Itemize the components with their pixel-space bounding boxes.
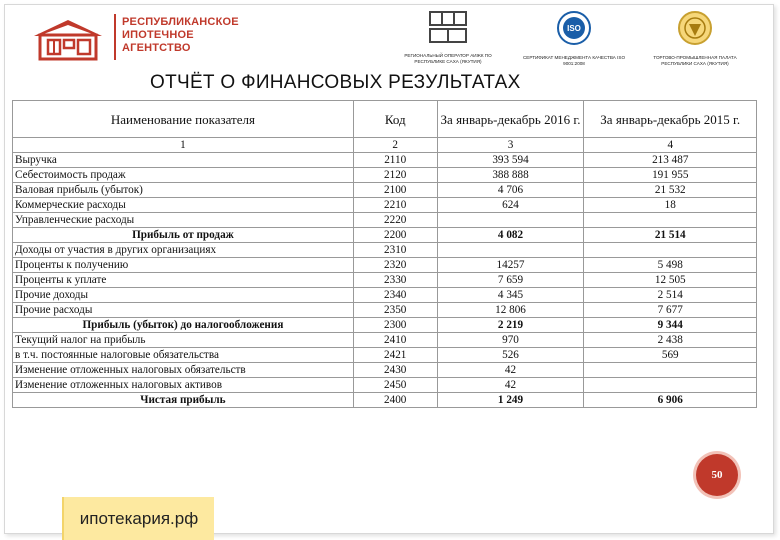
header-code: Код (353, 101, 437, 138)
cell-code: 2200 (353, 228, 437, 243)
cell-name: Проценты к уплате (13, 273, 354, 288)
logo-text (122, 16, 262, 55)
cell-name: Управленческие расходы (13, 213, 354, 228)
cell-v2015: 18 (584, 198, 757, 213)
header-indicator: Наименование показателя (13, 101, 354, 138)
column-numbers-row (13, 138, 757, 153)
cell-v2015: 12 505 (584, 273, 757, 288)
cell-v2015: 6 906 (584, 393, 757, 408)
dom-rf-logo-icon (428, 10, 468, 44)
cell-code: 2110 (353, 153, 437, 168)
dom-rf-badge (393, 10, 503, 65)
cell-code: 2100 (353, 183, 437, 198)
cell-v2015: 569 (584, 348, 757, 363)
cell-v2015: 2 438 (584, 333, 757, 348)
chamber-emblem-icon (677, 10, 713, 46)
column-number: 4 (584, 138, 757, 153)
cell-v2015: 213 487 (584, 153, 757, 168)
cell-code: 2400 (353, 393, 437, 408)
cell-code: 2450 (353, 378, 437, 393)
cell-v2016: 42 (437, 363, 584, 378)
table-row (13, 258, 757, 273)
cell-v2015 (584, 213, 757, 228)
cell-name: Прибыль (убыток) до налогообложения (13, 318, 354, 333)
table-row (13, 303, 757, 318)
cell-v2016: 42 (437, 378, 584, 393)
house-logo-icon (28, 16, 108, 62)
cell-v2016: 526 (437, 348, 584, 363)
table-row (13, 168, 757, 183)
cell-v2015: 21 514 (584, 228, 757, 243)
cell-code: 2421 (353, 348, 437, 363)
table-row (13, 153, 757, 168)
cell-v2016: 393 594 (437, 153, 584, 168)
cell-name: Чистая прибыль (13, 393, 354, 408)
cell-v2016 (437, 213, 584, 228)
cell-name: Прибыль от продаж (13, 228, 354, 243)
cell-code: 2340 (353, 288, 437, 303)
cell-v2015: 191 955 (584, 168, 757, 183)
footer-website[interactable]: ипотекария.рф (62, 497, 214, 540)
logo-divider (114, 14, 116, 60)
iso-seal-icon (556, 10, 592, 46)
cell-v2016: 388 888 (437, 168, 584, 183)
logo-line: РЕСПУБЛИКАНСКОЕ (122, 16, 239, 28)
cell-name: Валовая прибыль (убыток) (13, 183, 354, 198)
page-number: 50 (696, 454, 738, 496)
table-row (13, 393, 757, 408)
table-row (13, 318, 757, 333)
cell-code: 2430 (353, 363, 437, 378)
page-title: ОТЧЁТ О ФИНАНСОВЫХ РЕЗУЛЬТАТАХ (150, 72, 521, 93)
cell-name: Изменение отложенных налоговых активов (13, 378, 354, 393)
cell-code: 2300 (353, 318, 437, 333)
cell-v2016: 970 (437, 333, 584, 348)
cell-name: Текущий налог на прибыль (13, 333, 354, 348)
cell-code: 2220 (353, 213, 437, 228)
cell-v2016: 12 806 (437, 303, 584, 318)
cell-code: 2410 (353, 333, 437, 348)
cell-v2016: 4 706 (437, 183, 584, 198)
cell-v2015 (584, 378, 757, 393)
badge-caption: РЕГИОНАЛЬНЫЙ ОПЕРАТОР АИЖК ПО РЕСПУБЛИКЕ САХА (ЯКУТИЯ) (404, 53, 492, 64)
table-row (13, 288, 757, 303)
cell-name: Выручка (13, 153, 354, 168)
cell-v2016: 4 082 (437, 228, 584, 243)
column-number: 1 (13, 138, 354, 153)
cell-v2015 (584, 363, 757, 378)
cell-code: 2350 (353, 303, 437, 318)
svg-text:ISO: ISO (567, 24, 581, 33)
table-row (13, 333, 757, 348)
cell-v2015: 7 677 (584, 303, 757, 318)
cell-v2016: 14257 (437, 258, 584, 273)
cell-name: Прочие расходы (13, 303, 354, 318)
cell-name: Коммерческие расходы (13, 198, 354, 213)
table-row (13, 243, 757, 258)
cell-code: 2310 (353, 243, 437, 258)
cell-name: Доходы от участия в других организациях (13, 243, 354, 258)
cell-v2015 (584, 243, 757, 258)
table-row (13, 198, 757, 213)
table-row (13, 183, 757, 198)
header-2015: За январь-декабрь 2015 г. (584, 101, 757, 138)
table-row (13, 363, 757, 378)
cell-name: Проценты к получению (13, 258, 354, 273)
cell-v2016: 2 219 (437, 318, 584, 333)
cell-code: 2120 (353, 168, 437, 183)
cell-code: 2210 (353, 198, 437, 213)
cell-v2015: 21 532 (584, 183, 757, 198)
table-row (13, 273, 757, 288)
cell-name: Прочие доходы (13, 288, 354, 303)
cell-v2016 (437, 243, 584, 258)
table-row (13, 348, 757, 363)
cell-v2015: 5 498 (584, 258, 757, 273)
badge-caption: СЕРТИФИКАТ МЕНЕДЖМЕНТА КАЧЕСТВА ISO 9001:2008 (522, 55, 626, 66)
chamber-badge (640, 10, 750, 67)
cell-code: 2330 (353, 273, 437, 288)
column-number: 3 (437, 138, 584, 153)
agency-logo (28, 14, 258, 62)
table-row (13, 228, 757, 243)
table-row (13, 213, 757, 228)
logo-line: ИПОТЕЧНОЕ (122, 29, 194, 41)
cell-v2016: 4 345 (437, 288, 584, 303)
cell-v2016: 1 249 (437, 393, 584, 408)
cell-v2016: 624 (437, 198, 584, 213)
badge-caption: ТОРГОВО-ПРОМЫШЛЕННАЯ ПАЛАТА РЕСПУБЛИКИ САХА (ЯКУТИЯ) (653, 55, 737, 66)
table-header-row (13, 101, 757, 138)
cell-code: 2320 (353, 258, 437, 273)
cell-name: в т.ч. постоянные налоговые обязательства (13, 348, 354, 363)
cell-v2016: 7 659 (437, 273, 584, 288)
cell-name: Изменение отложенных налоговых обязательств (13, 363, 354, 378)
logo-line: АГЕНТСТВО (122, 42, 191, 54)
cell-name: Себестоимость продаж (13, 168, 354, 183)
iso-badge (519, 10, 629, 67)
header-2016: За январь-декабрь 2016 г. (437, 101, 584, 138)
cell-v2015: 2 514 (584, 288, 757, 303)
column-number: 2 (353, 138, 437, 153)
financial-results-table (12, 100, 757, 408)
cell-v2015: 9 344 (584, 318, 757, 333)
table-row (13, 378, 757, 393)
